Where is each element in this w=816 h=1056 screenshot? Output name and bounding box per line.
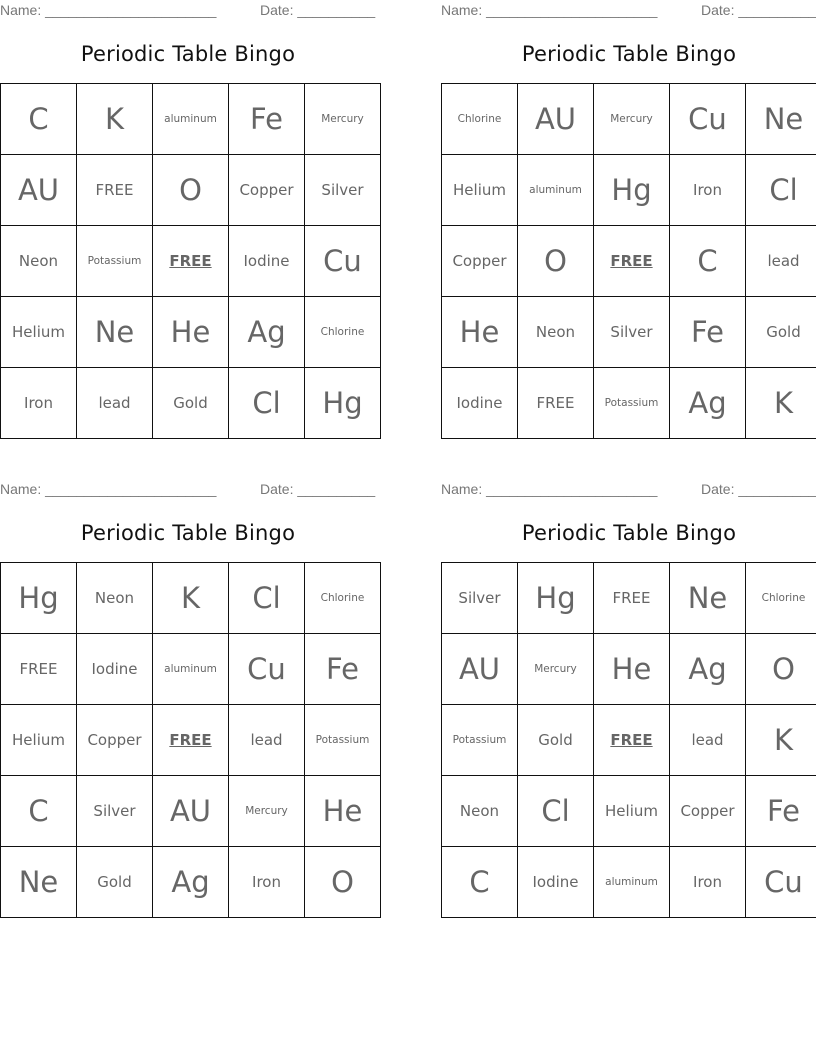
bingo-card-1 [0, 0, 376, 420]
card-header [441, 0, 816, 20]
bingo-row [442, 776, 816, 847]
bingo-cell: Chlorine [305, 563, 381, 634]
bingo-cell: Iron [670, 155, 746, 226]
bingo-cell: O [305, 847, 381, 918]
bingo-cell: Chlorine [442, 84, 518, 155]
bingo-cell: lead [746, 226, 816, 297]
bingo-cell: Neon [1, 226, 77, 297]
name-field-label: Name: ______________________ [441, 481, 658, 497]
bingo-cell: Ag [670, 368, 746, 439]
date-field-label: Date: __________ [260, 2, 376, 18]
bingo-row [442, 634, 816, 705]
bingo-cell: Hg [518, 563, 594, 634]
bingo-cell: Chlorine [305, 297, 381, 368]
bingo-cell: C [1, 84, 77, 155]
bingo-row [1, 297, 381, 368]
bingo-cell: FREE [594, 563, 670, 634]
bingo-cell: C [1, 776, 77, 847]
bingo-cell: Silver [305, 155, 381, 226]
date-field-label: Date: __________ [701, 481, 816, 497]
bingo-row [1, 634, 381, 705]
card-header [441, 479, 816, 499]
bingo-cell: AU [518, 84, 594, 155]
bingo-cell: Silver [77, 776, 153, 847]
free-space-cell: FREE [594, 705, 670, 776]
free-space-cell: FREE [153, 226, 229, 297]
bingo-cell: AU [442, 634, 518, 705]
bingo-cell: AU [1, 155, 77, 226]
bingo-cell: Fe [670, 297, 746, 368]
bingo-cell: Mercury [305, 84, 381, 155]
bingo-grid [441, 83, 816, 439]
bingo-cell: lead [670, 705, 746, 776]
bingo-cell: Cu [746, 847, 816, 918]
bingo-cell: Hg [305, 368, 381, 439]
bingo-cell: FREE [518, 368, 594, 439]
bingo-cell: K [153, 563, 229, 634]
bingo-cell: Potassium [442, 705, 518, 776]
card-title: Periodic Table Bingo [521, 521, 737, 545]
bingo-cell: K [746, 705, 816, 776]
bingo-row [442, 297, 816, 368]
bingo-cell: Iron [229, 847, 305, 918]
free-space-cell: FREE [153, 705, 229, 776]
bingo-cell: Silver [594, 297, 670, 368]
bingo-row [442, 226, 816, 297]
bingo-card-4 [441, 479, 816, 899]
bingo-cell: C [442, 847, 518, 918]
card-header [0, 479, 376, 499]
bingo-cell: aluminum [153, 634, 229, 705]
bingo-cell: Neon [442, 776, 518, 847]
bingo-cell: lead [77, 368, 153, 439]
bingo-row [1, 226, 381, 297]
bingo-cell: Hg [1, 563, 77, 634]
bingo-row [1, 155, 381, 226]
bingo-cell: Cl [229, 563, 305, 634]
bingo-cell: Cl [229, 368, 305, 439]
bingo-cell: He [442, 297, 518, 368]
bingo-grid [441, 562, 816, 918]
bingo-cell: Potassium [305, 705, 381, 776]
bingo-cell: Fe [229, 84, 305, 155]
bingo-cell: Copper [229, 155, 305, 226]
bingo-cell: Copper [77, 705, 153, 776]
bingo-cell: aluminum [594, 847, 670, 918]
bingo-cell: Helium [594, 776, 670, 847]
bingo-cell: aluminum [153, 84, 229, 155]
name-field-label: Name: ______________________ [441, 2, 658, 18]
bingo-cell: Mercury [518, 634, 594, 705]
bingo-row [1, 847, 381, 918]
bingo-cell: Helium [1, 297, 77, 368]
bingo-cell: FREE [1, 634, 77, 705]
bingo-row [442, 84, 816, 155]
bingo-cell: Ne [670, 563, 746, 634]
bingo-cell: Ne [77, 297, 153, 368]
bingo-cell: Ag [153, 847, 229, 918]
bingo-cell: Gold [77, 847, 153, 918]
card-title: Periodic Table Bingo [80, 42, 296, 66]
bingo-cell: Gold [153, 368, 229, 439]
bingo-row [1, 84, 381, 155]
bingo-cell: C [670, 226, 746, 297]
bingo-cell: He [305, 776, 381, 847]
bingo-card-3 [0, 479, 376, 899]
bingo-row [442, 563, 816, 634]
bingo-card-2 [441, 0, 816, 420]
bingo-cell: O [518, 226, 594, 297]
bingo-cell: Iron [1, 368, 77, 439]
bingo-cell: Chlorine [746, 563, 816, 634]
bingo-row [442, 155, 816, 226]
bingo-cell: K [77, 84, 153, 155]
bingo-row [442, 368, 816, 439]
card-header [0, 0, 376, 20]
bingo-cell: Mercury [229, 776, 305, 847]
bingo-cell: Neon [77, 563, 153, 634]
bingo-cell: FREE [77, 155, 153, 226]
bingo-cell: Gold [746, 297, 816, 368]
bingo-grid [0, 83, 381, 439]
bingo-row [1, 563, 381, 634]
bingo-cell: lead [229, 705, 305, 776]
bingo-cell: Cl [746, 155, 816, 226]
bingo-cell: Gold [518, 705, 594, 776]
card-title: Periodic Table Bingo [521, 42, 737, 66]
bingo-row [1, 705, 381, 776]
free-space-cell: FREE [594, 226, 670, 297]
bingo-cell: Iron [670, 847, 746, 918]
bingo-cell: Hg [594, 155, 670, 226]
bingo-cell: Iodine [518, 847, 594, 918]
date-field-label: Date: __________ [260, 481, 376, 497]
bingo-cell: AU [153, 776, 229, 847]
bingo-row [1, 368, 381, 439]
bingo-cell: O [746, 634, 816, 705]
bingo-cell: Ag [670, 634, 746, 705]
bingo-cell: Iodine [229, 226, 305, 297]
card-title: Periodic Table Bingo [80, 521, 296, 545]
bingo-cell: Fe [746, 776, 816, 847]
bingo-cell: He [153, 297, 229, 368]
bingo-cell: Iodine [77, 634, 153, 705]
bingo-cell: Potassium [594, 368, 670, 439]
name-field-label: Name: ______________________ [0, 481, 217, 497]
bingo-cell: Iodine [442, 368, 518, 439]
bingo-row [442, 705, 816, 776]
bingo-grid [0, 562, 381, 918]
name-field-label: Name: ______________________ [0, 2, 217, 18]
bingo-cell: Copper [442, 226, 518, 297]
bingo-cell: Silver [442, 563, 518, 634]
bingo-cell: Ag [229, 297, 305, 368]
bingo-cell: Cu [670, 84, 746, 155]
bingo-cell: Cu [229, 634, 305, 705]
bingo-cell: Copper [670, 776, 746, 847]
bingo-cell: Potassium [77, 226, 153, 297]
bingo-cell: Cl [518, 776, 594, 847]
bingo-cell: Helium [1, 705, 77, 776]
bingo-cell: Cu [305, 226, 381, 297]
bingo-row [442, 847, 816, 918]
bingo-cell: aluminum [518, 155, 594, 226]
bingo-cell: Mercury [594, 84, 670, 155]
bingo-cell: O [153, 155, 229, 226]
date-field-label: Date: __________ [701, 2, 816, 18]
bingo-cell: Neon [518, 297, 594, 368]
bingo-cell: Ne [1, 847, 77, 918]
bingo-cell: K [746, 368, 816, 439]
bingo-cell: He [594, 634, 670, 705]
bingo-cell: Fe [305, 634, 381, 705]
bingo-cell: Ne [746, 84, 816, 155]
bingo-row [1, 776, 381, 847]
bingo-cell: Helium [442, 155, 518, 226]
